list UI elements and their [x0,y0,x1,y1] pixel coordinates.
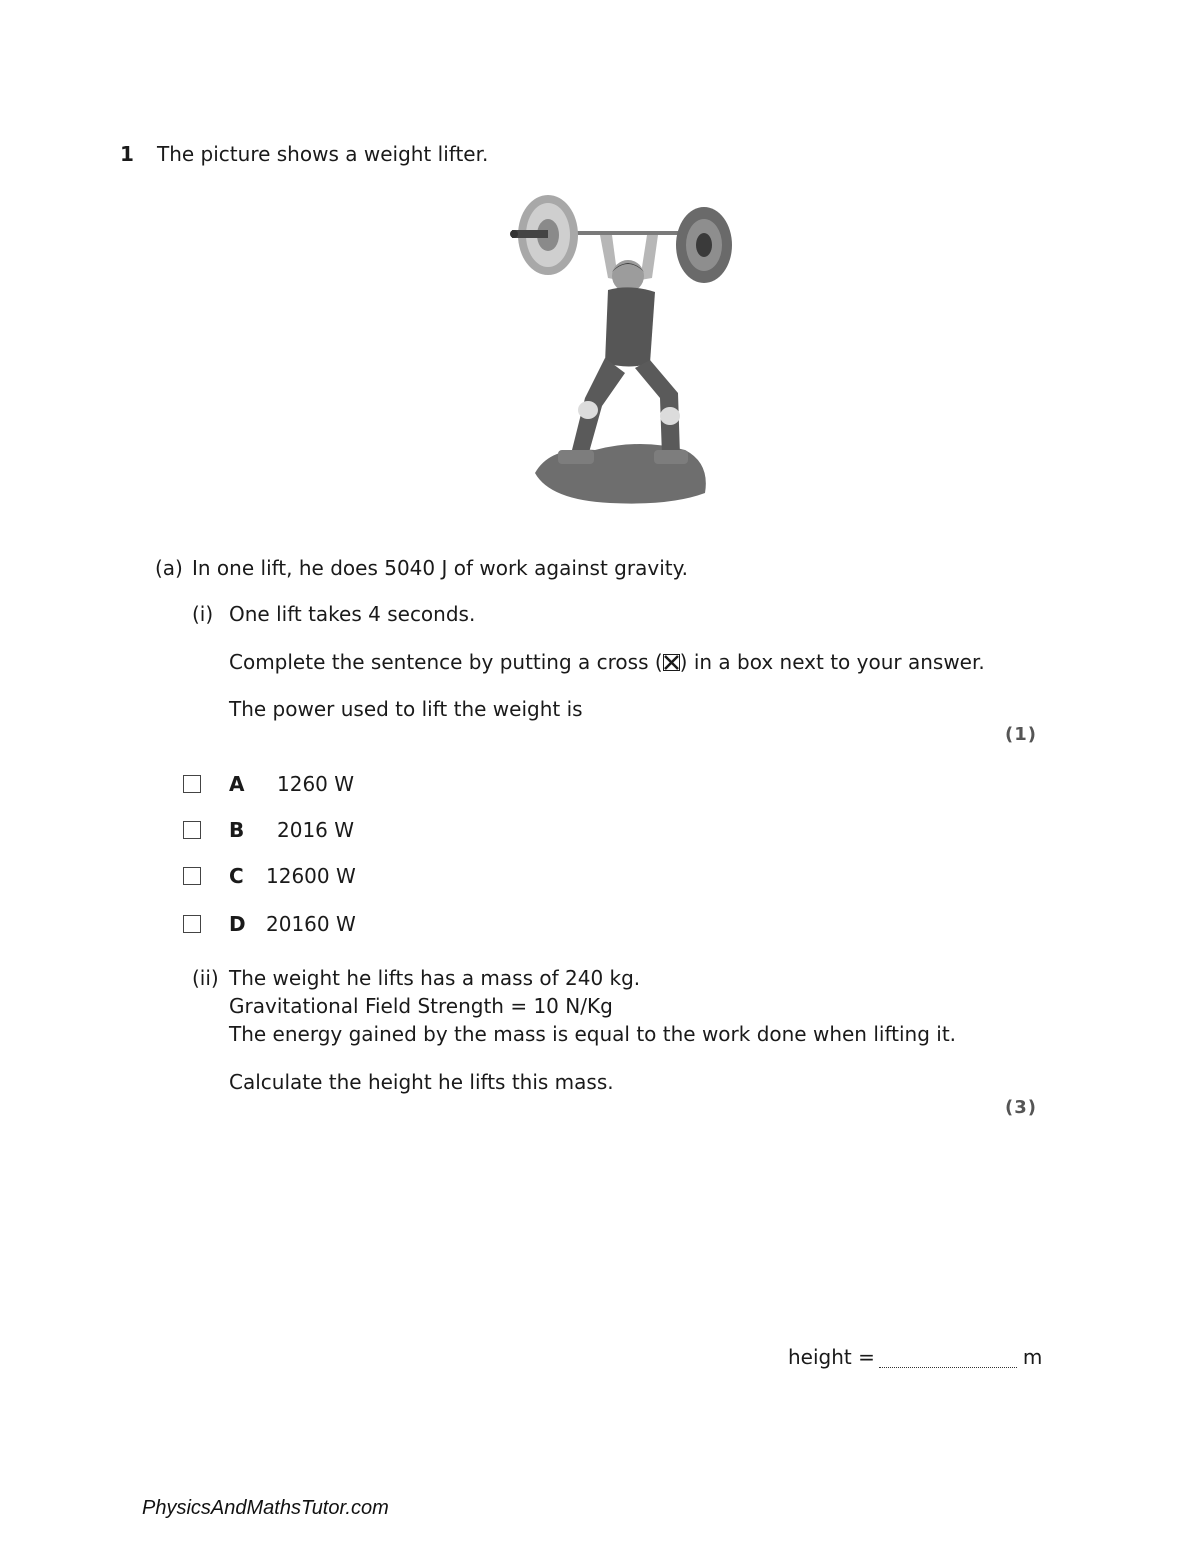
instruction-after: ) in a box next to your answer. [679,650,985,674]
answer-checkbox[interactable] [183,867,201,885]
answer-label: height = [788,1345,875,1369]
option-value: 20160 W [266,912,356,936]
answer-checkbox[interactable] [183,775,201,793]
calculate-instruction: Calculate the height he lifts this mass. [229,1070,614,1094]
option-value: 2016 W [277,818,355,842]
option-letter: C [229,864,244,888]
sub-ii-line-2: Gravitational Field Strength = 10 N/Kg [229,994,613,1018]
sub-ii-label: (ii) [192,966,219,990]
answer-checkbox[interactable] [183,821,201,839]
option-value: 1260 W [277,772,355,796]
part-a-text: In one lift, he does 5040 J of work against gravity. [192,556,688,580]
marks-sub-i: (1) [1005,724,1037,745]
question-stem: The power used to lift the weight is [229,697,583,721]
answer-line [788,1343,1042,1369]
weightlifter-illustration-icon [490,188,750,518]
question-number: 1 [120,142,134,166]
sub-i-label: (i) [192,602,214,626]
option-letter: A [229,772,245,796]
sub-ii-line-1: The weight he lifts has a mass of 240 kg. [229,966,641,990]
answer-field[interactable] [879,1343,1017,1368]
answer-checkbox[interactable] [183,915,201,933]
option-letter: D [229,912,246,936]
sub-i-text: One lift takes 4 seconds. [229,602,476,626]
part-a-label: (a) [155,556,183,580]
answer-unit: m [1022,1345,1043,1369]
footer-watermark: PhysicsAndMathsTutor.com [142,1497,389,1519]
option-letter: B [229,818,245,842]
instruction-before: Complete the sentence by putting a cross ( [229,650,663,674]
question-intro: The picture shows a weight lifter. [157,142,489,166]
instruction [229,650,985,674]
marks-sub-ii: (3) [1005,1097,1037,1118]
option-value: 12600 W [266,864,356,888]
sub-ii-line-3: The energy gained by the mass is equal to the work done when lifting it. [229,1022,957,1046]
crossed-box-icon [663,654,680,671]
